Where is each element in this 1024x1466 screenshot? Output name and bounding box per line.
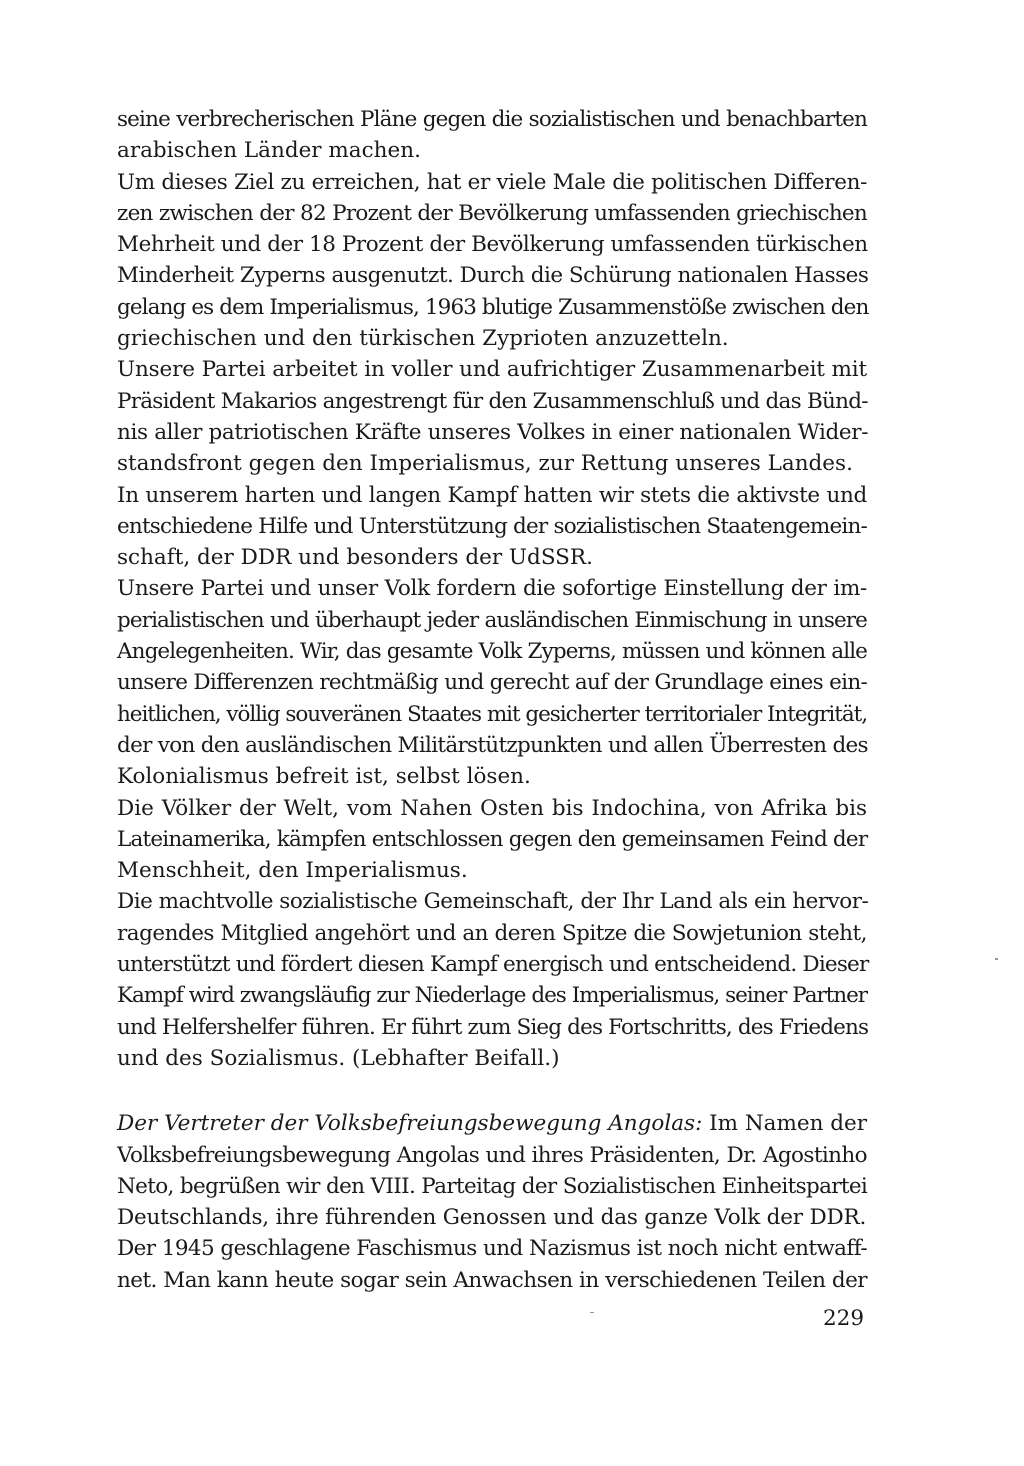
page-number: 229 xyxy=(823,1306,865,1331)
text-line: Neto, begrüßen wir den VIII. Parteitag der Sozialistischen Einheitspartei xyxy=(117,1173,868,1199)
text-line: Minderheit Zyperns ausgenutzt. Durch die Schürung nationalen Hasses xyxy=(117,263,869,289)
speaker-line xyxy=(117,1108,867,1139)
text-line: Deutschlands, ihre führenden Genossen und das ganze Volk der DDR. xyxy=(117,1205,867,1231)
text-line: ragendes Mitglied angehört und an deren Spitze die Sowjetunion steht, xyxy=(117,920,867,946)
text-line: standsfront gegen den Imperialismus, zur Rettung unseres Landes. xyxy=(117,451,853,477)
text-line: perialistischen und überhaupt jeder ausländischen Einmischung in unsere xyxy=(117,607,867,633)
text-line: seine verbrecherischen Pläne gegen die sozialistischen und benachbarten xyxy=(117,107,867,132)
text-line: zen zwischen der 82 Prozent der Bevölkerung umfassenden griechischen xyxy=(117,200,867,226)
text-line: Kampf wird zwangsläufig zur Niederlage des Imperialismus, seiner Partner xyxy=(117,983,867,1009)
text-line: gelang es dem Imperialismus, 1963 blutige Zusammenstöße zwischen den xyxy=(117,294,869,320)
text-line: Volksbefreiungsbewegung Angolas und ihres Präsidenten, Dr. Agostinho xyxy=(117,1142,867,1168)
text-line: Menschheit, den Imperialismus. xyxy=(117,858,468,884)
scan-speck xyxy=(590,1312,594,1313)
text-line: Unsere Partei und unser Volk fordern die sofortige Einstellung der im- xyxy=(117,576,867,602)
text-line: Präsident Makarios angestrengt für den Zusammenschluß und das Bünd- xyxy=(117,388,868,414)
text-line: heitlichen, völlig souveränen Staates mit gesicherter territorialer Integrität, xyxy=(117,701,867,727)
text-line: unterstützt und fördert diesen Kampf energisch und entscheidend. Dieser xyxy=(117,952,869,978)
text-line: In unserem harten und langen Kampf hatten wir stets die aktivste und xyxy=(117,482,867,508)
text-line: Lateinamerika, kämpfen entschlossen gegen den gemeinsamen Feind der xyxy=(117,826,868,852)
scan-speck xyxy=(995,958,998,960)
text-line: Unsere Partei arbeitet in voller und aufrichtiger Zusammenarbeit mit xyxy=(117,357,867,383)
text-line: der von den ausländischen Militärstützpunkten und allen Überresten des xyxy=(117,732,868,758)
text-line: unsere Differenzen rechtmäßig und gerecht auf der Grundlage eines ein- xyxy=(117,670,868,696)
text-line: Die Völker der Welt, vom Nahen Osten bis Indochina, von Afrika bis xyxy=(117,795,867,821)
text-line: Kolonialismus befreit ist, selbst lösen. xyxy=(117,764,531,790)
text-line: Angelegenheiten. Wir, das gesamte Volk Zyperns, müssen und können alle xyxy=(117,639,867,665)
speaker-line-rest: Im Namen der xyxy=(702,1111,868,1137)
text-line: Um dieses Ziel zu erreichen, hat er viele Male die politischen Differen- xyxy=(117,169,867,195)
text-line: Mehrheit und der 18 Prozent der Bevölkerung umfassenden türkischen xyxy=(117,232,868,258)
text-line: schaft, der DDR und besonders der UdSSR. xyxy=(117,545,593,571)
text-line: entschiedene Hilfe und Unterstützung der sozialistischen Staatengemein- xyxy=(117,513,867,539)
text-line: nis aller patriotischen Kräfte unseres Volkes in einer nationalen Wider- xyxy=(117,419,869,445)
text-line: Der 1945 geschlagene Faschismus und Nazismus ist noch nicht entwaff- xyxy=(117,1236,867,1262)
text-line: und Helfershelfer führen. Er führt zum Sieg des Fortschritts, des Friedens xyxy=(117,1014,869,1040)
speaker-label: Der Vertreter der Volksbefreiungsbewegung Angolas: xyxy=(117,1111,703,1137)
text-line: net. Man kann heute sogar sein Anwachsen in verschiedenen Teilen der xyxy=(117,1267,867,1293)
text-line: arabischen Länder machen. xyxy=(117,138,421,164)
text-line: und des Sozialismus. (Lebhafter Beifall.) xyxy=(117,1045,560,1071)
body-text xyxy=(117,104,867,1296)
section-gap xyxy=(117,1074,867,1108)
text-line: Die machtvolle sozialistische Gemeinschaft, der Ihr Land als ein hervor- xyxy=(117,889,869,915)
text-line: griechischen und den türkischen Zyprioten anzuzetteln. xyxy=(117,326,729,352)
